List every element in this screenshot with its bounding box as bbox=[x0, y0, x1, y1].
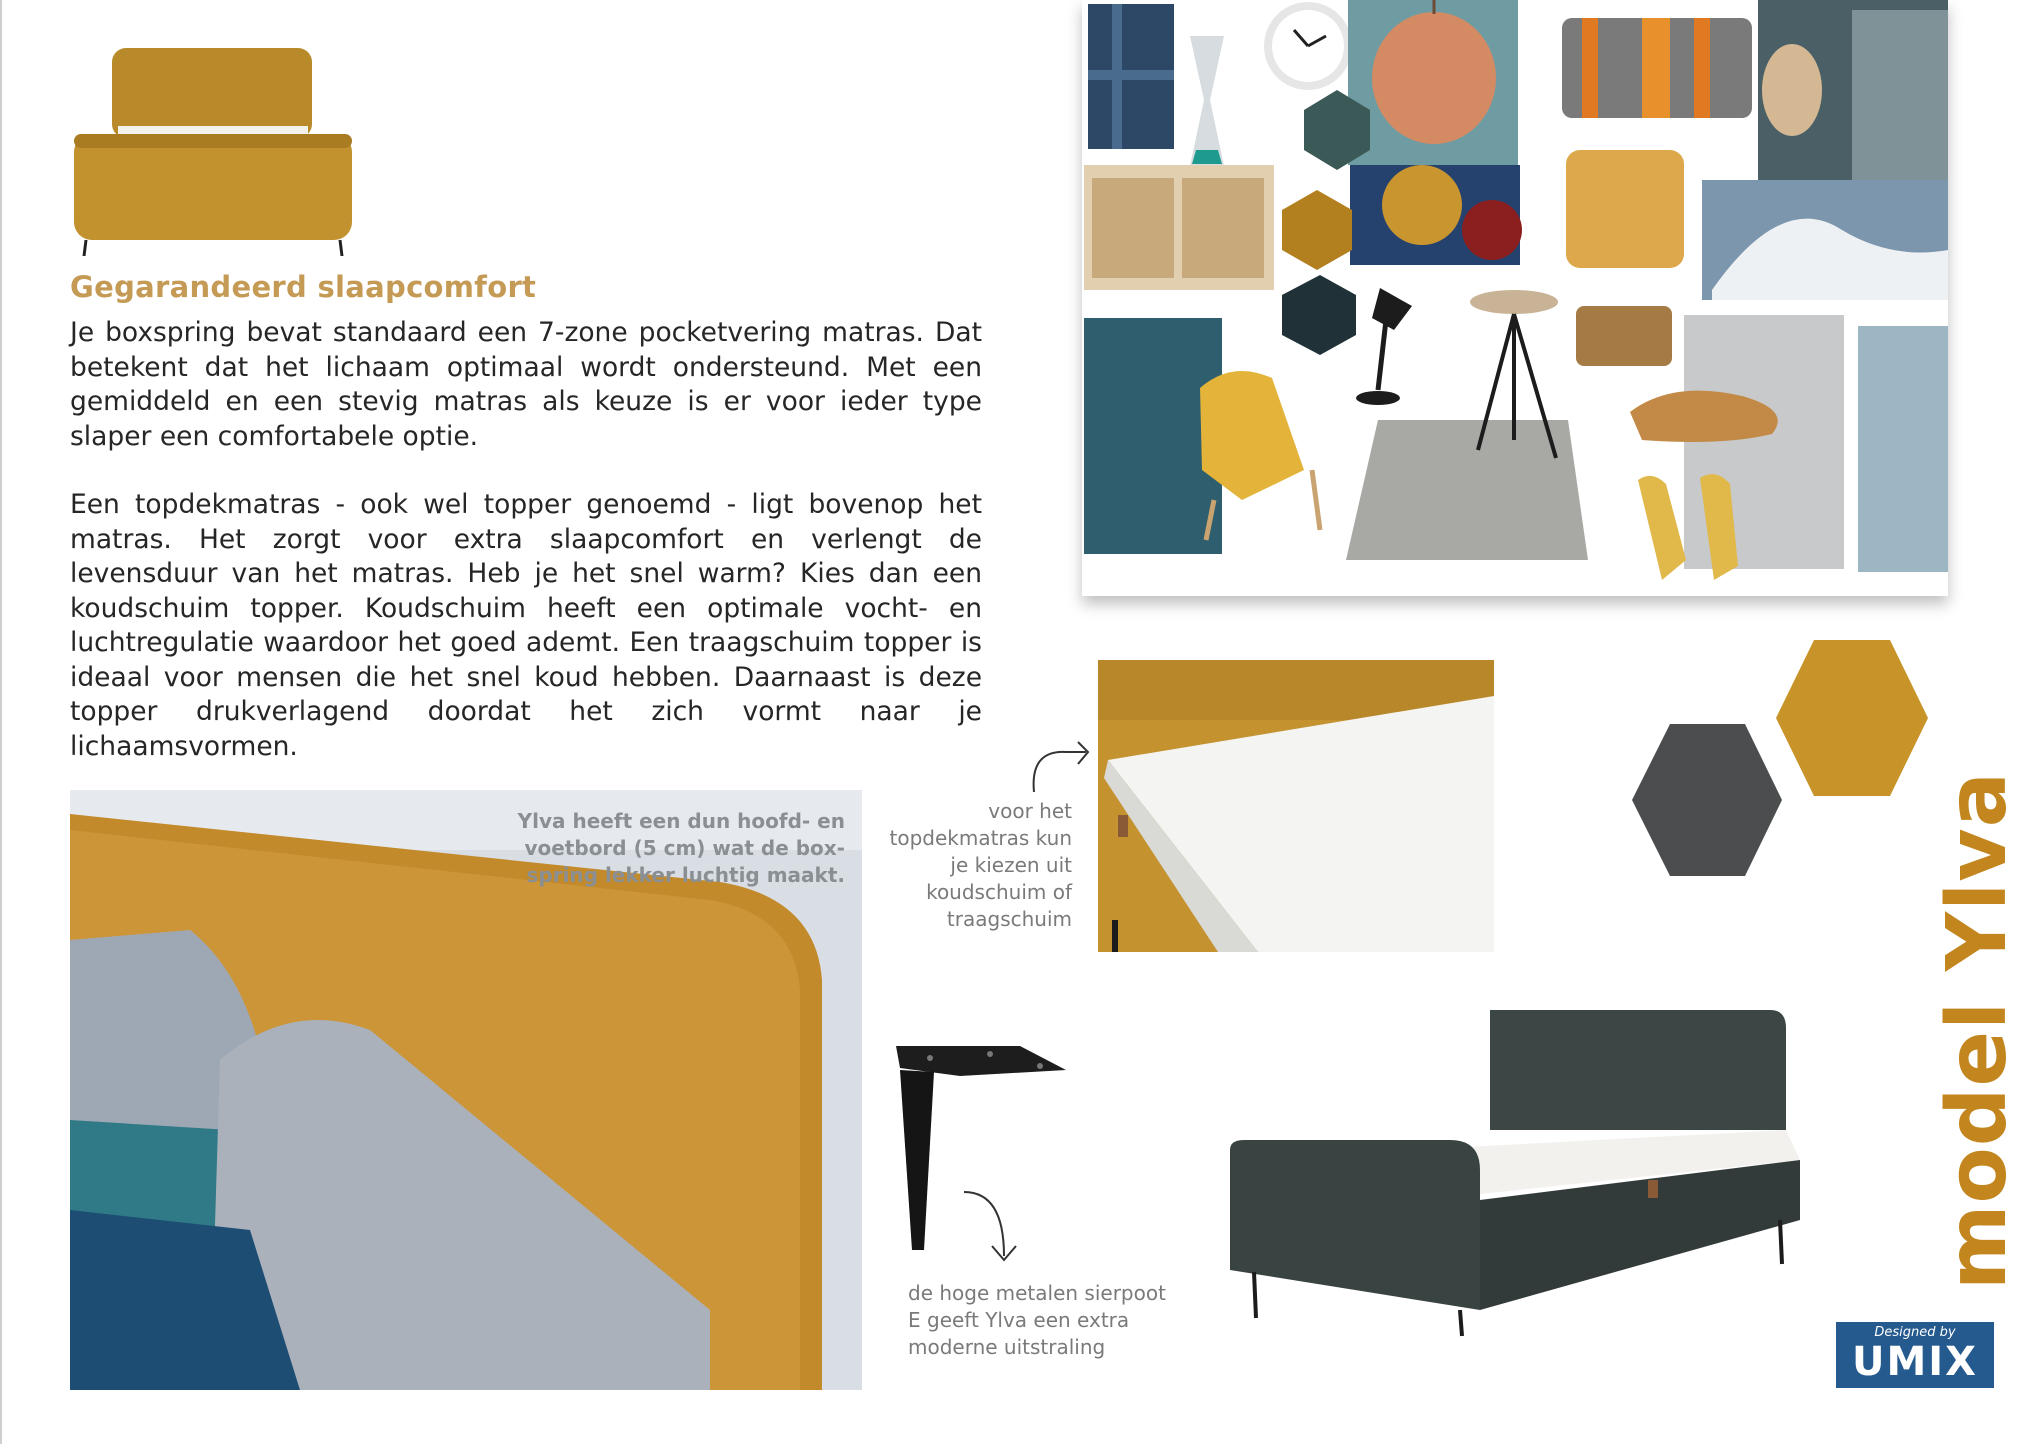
moodboard-collage bbox=[1082, 0, 1948, 596]
curved-arrow-icon bbox=[960, 1186, 1030, 1266]
topper-image bbox=[1098, 660, 1494, 952]
model-title: model Ylva bbox=[1930, 770, 2025, 1290]
logo-brand: UMIX bbox=[1851, 1339, 1978, 1385]
swatch-hexagon-icon bbox=[1632, 724, 1782, 876]
curved-arrow-icon bbox=[1026, 730, 1096, 800]
leg-caption: de hoge metalen sierpoot E geeft Ylva een extra moderne uitstraling bbox=[908, 1281, 1166, 1359]
article-paragraph-2: Een topdekmatras - ook wel topper genoemd - ligt bovenop het matras. Het zorgt voor extra slaapcomfort en verlengt de levensduur van het matras. Heb je het snel warm? Kies dan een koudschuim topper. Koudschuim heeft een optimale vocht- en luchtregulatie waardoor het goed ademt. Een traagschuim topper is ideaal voor mensen die het snel koud hebben. Daarnaast is deze topper drukverlagend doordat het zich vormt naar je lichaamsvormen. bbox=[70, 489, 982, 762]
topper-caption: voor het topdekmatras kun je kiezen uit koudschuim of traagschuim bbox=[889, 799, 1072, 931]
page-edge bbox=[0, 0, 2, 1444]
ylva-bed-image bbox=[1230, 1010, 1800, 1340]
topper-photo bbox=[1098, 660, 1494, 952]
logo-tagline: Designed by bbox=[1874, 1325, 1956, 1340]
umix-logo bbox=[1836, 1322, 1994, 1388]
small-bed-illustration bbox=[72, 46, 354, 256]
headboard-caption: Ylva heeft een dun hoofd- en voetbord (5 cm) wat de box-spring lekker luchtig maakt. bbox=[517, 809, 845, 887]
swatch-hexagon-icon bbox=[1776, 640, 1928, 796]
moodboard-image bbox=[1082, 0, 1948, 596]
article-heading: Gegarandeerd slaapcomfort bbox=[70, 270, 537, 304]
article-paragraph-1: Je boxspring bevat standaard een 7-zone pocketvering matras. Dat betekent dat het lichaam optimaal wordt ondersteund. Met een gemiddeld en een stevig matras als keuze is er voor ieder type slaper een comfortabele optie. bbox=[70, 317, 982, 452]
